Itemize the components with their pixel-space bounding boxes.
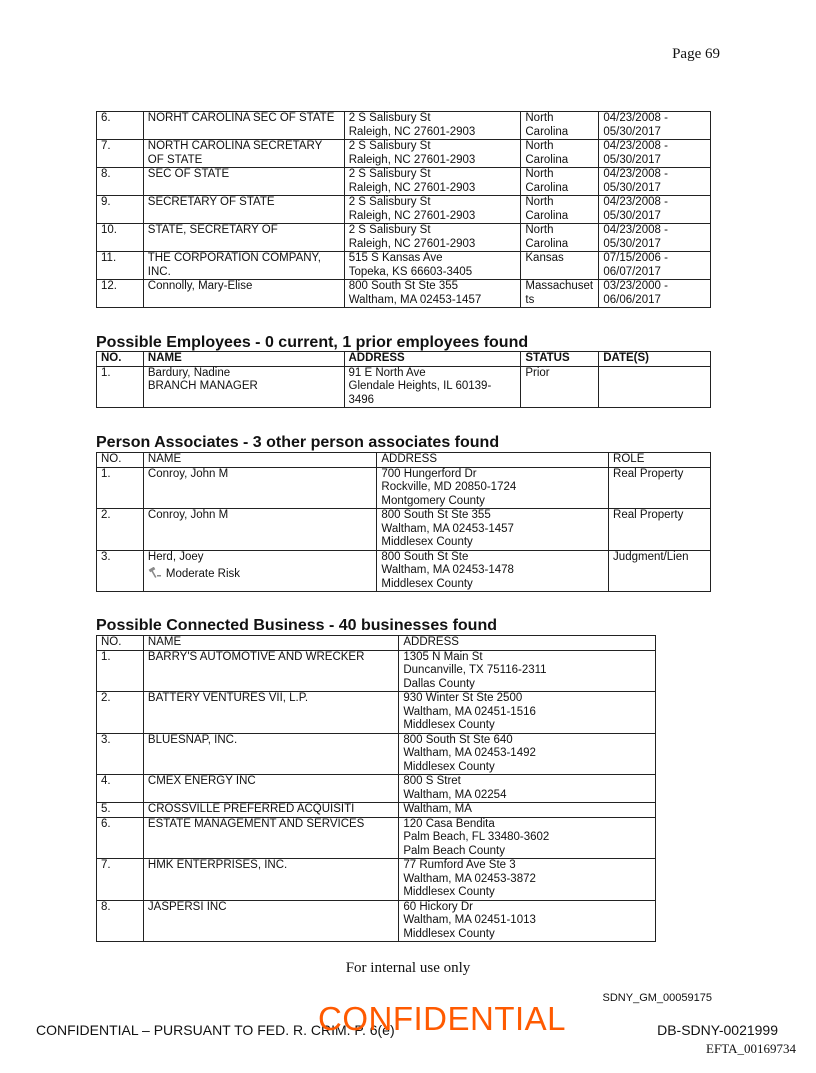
business-row — [97, 733, 656, 775]
associate-name-cell — [143, 550, 376, 592]
business-address-line: Waltham, MA 02451-1516 — [403, 705, 536, 718]
associate-name: Conroy, John M — [147, 467, 229, 480]
filing-name — [143, 196, 344, 224]
associate-address-line: Middlesex County — [381, 577, 473, 590]
filing-dates-line: 04/23/2008 - — [603, 112, 668, 124]
filing-name-line: NORTH CAROLINA SECRETARY — [147, 140, 323, 152]
associate-role: Real Property — [609, 509, 711, 551]
employee-name-line: Bardury, Nadine — [147, 366, 231, 379]
bates-number-gm: SDNY_GM_00059175 — [602, 992, 712, 1004]
filing-row — [97, 112, 711, 140]
filing-state-line: North — [525, 140, 554, 152]
filing-name-line: SEC OF STATE — [147, 168, 230, 180]
filing-dates-line: 06/07/2017 — [603, 265, 661, 278]
business-address-line: Waltham, MA 02453-1492 — [403, 747, 536, 759]
filing-name — [143, 140, 344, 168]
business-address — [399, 817, 656, 859]
business-address-line: Palm Beach County — [403, 844, 505, 857]
business-address-line: 930 Winter St Ste 2500 — [403, 692, 523, 704]
filing-state-line: Kansas — [525, 252, 564, 264]
business-address — [399, 859, 656, 901]
employee-address-line: 3496 — [348, 393, 375, 406]
business-name: JASPERSI INC — [143, 900, 398, 942]
business-address-line: 800 S Stret — [403, 775, 461, 787]
business-address — [399, 733, 656, 775]
associate-address — [377, 550, 609, 592]
filing-dates-line: 04/23/2008 - — [603, 196, 668, 208]
filing-row — [97, 224, 711, 252]
associate-address-line: 800 South St Ste — [381, 550, 469, 563]
filing-state — [521, 112, 599, 140]
risk-indicator — [148, 567, 376, 582]
row-number: 2. — [97, 509, 144, 551]
row-number: 6. — [97, 817, 144, 859]
business-name: BLUESNAP, INC. — [143, 733, 398, 775]
business-name: CROSSVILLE PREFERRED ACQUISITI — [143, 803, 398, 818]
row-number: 12. — [97, 280, 144, 308]
associate-address — [377, 467, 609, 509]
filing-address-line: Raleigh, NC 27601-2903 — [348, 181, 476, 194]
filing-name-line: STATE, SECRETARY OF — [147, 224, 278, 236]
business-name: CMEX ENERGY INC — [143, 775, 398, 803]
filing-address — [344, 280, 521, 308]
filing-address-line: 515 S Kansas Ave — [348, 252, 443, 264]
filing-state-line: ts — [525, 293, 535, 306]
business-address-line: Duncanville, TX 75116-2311 — [403, 664, 547, 676]
filing-state — [521, 280, 599, 308]
filing-state-line: Carolina — [525, 181, 569, 194]
associate-address-line: Middlesex County — [381, 536, 473, 548]
filing-address-line: 2 S Salisbury St — [348, 140, 431, 152]
filing-address-line: 800 South St Ste 355 — [348, 280, 459, 292]
filings-table — [96, 111, 711, 308]
filing-state — [521, 140, 599, 168]
confidential-stamp: CONFIDENTIAL — [318, 1000, 567, 1037]
business-address — [399, 650, 656, 692]
employee-dates — [599, 366, 711, 408]
filing-address-line: Raleigh, NC 27601-2903 — [348, 237, 476, 250]
row-number: 6. — [97, 112, 144, 140]
business-address — [399, 692, 656, 734]
filing-dates-line: 06/06/2017 — [603, 293, 661, 306]
business-row — [97, 859, 656, 901]
filing-address-line: 2 S Salisbury St — [348, 196, 431, 208]
business-address-line: Dallas County — [403, 677, 475, 690]
filing-dates — [599, 112, 711, 140]
internal-use-note: For internal use only — [345, 960, 471, 976]
employee-address — [344, 366, 521, 408]
business-name: BARRY'S AUTOMOTIVE AND WRECKER — [143, 650, 398, 692]
filing-dates-line: 05/30/2017 — [603, 237, 661, 250]
filing-name-line: SECRETARY OF STATE — [147, 196, 275, 208]
business-row — [97, 817, 656, 859]
filing-address-line: Raleigh, NC 27601-2903 — [348, 125, 476, 138]
filing-name — [143, 252, 344, 280]
row-number: 4. — [97, 775, 144, 803]
confidential-legend: CONFIDENTIAL – PURSUANT TO FED. R. CRIM. P. 6(e) — [36, 1022, 395, 1038]
associate-address-line: 800 South St Ste 355 — [381, 509, 491, 521]
associates-table — [96, 452, 711, 592]
business-address-line: Middlesex County — [403, 760, 495, 773]
employees-heading: Possible Employees - 0 current, 1 prior employees found — [96, 334, 529, 351]
employee-row — [97, 366, 711, 408]
business-address-line: Palm Beach, FL 33480-3602 — [403, 831, 550, 843]
filing-state — [521, 224, 599, 252]
row-number: 7. — [97, 140, 144, 168]
bates-number-db: DB-SDNY-0021999 — [657, 1022, 778, 1038]
filing-state — [521, 168, 599, 196]
filing-dates-line: 04/23/2008 - — [603, 224, 668, 236]
businesses-table — [96, 635, 656, 942]
associates-column-header: NO. — [97, 453, 144, 468]
associates-column-header: NAME — [143, 453, 376, 468]
associate-address-line: Rockville, MD 20850-1724 — [381, 481, 517, 493]
business-name: ESTATE MANAGEMENT AND SERVICES — [143, 817, 398, 859]
filing-state-line: North — [525, 112, 554, 124]
filing-address — [344, 168, 521, 196]
filing-dates — [599, 280, 711, 308]
associates-heading: Person Associates - 3 other person associates found — [96, 434, 500, 451]
filing-dates-line: 05/30/2017 — [603, 209, 661, 222]
businesses-heading: Possible Connected Business - 40 businesses found — [96, 617, 497, 634]
row-number: 2. — [97, 692, 144, 734]
business-address — [399, 775, 656, 803]
associate-name-cell — [143, 467, 376, 509]
risk-label: Moderate Risk — [165, 568, 241, 580]
business-address-line: Middlesex County — [403, 886, 495, 898]
business-address-line: 77 Rumford Ave Ste 3 — [403, 859, 516, 871]
associate-row — [97, 467, 711, 509]
businesses-column-header: NO. — [97, 636, 144, 651]
business-address — [399, 803, 656, 818]
business-address-line: 1305 N Main St — [403, 650, 483, 663]
filing-dates-line: 05/30/2017 — [603, 125, 661, 138]
filing-state-line: Carolina — [525, 153, 569, 166]
filing-name — [143, 224, 344, 252]
business-address-line: Waltham, MA — [403, 803, 472, 815]
filing-row — [97, 140, 711, 168]
filing-address-line: Raleigh, NC 27601-2903 — [348, 209, 476, 222]
business-address-line: 60 Hickory Dr — [403, 900, 473, 913]
business-row — [97, 900, 656, 942]
gavel-icon — [148, 567, 162, 578]
efta-number: EFTA_00169734 — [706, 1041, 796, 1056]
associates-column-header: ROLE — [609, 453, 711, 468]
associate-row — [97, 550, 711, 592]
associate-address-line: Waltham, MA 02453-1457 — [381, 522, 514, 535]
filing-name-line: THE CORPORATION COMPANY, — [147, 252, 321, 264]
filing-name-line: Connolly, Mary-Elise — [147, 280, 253, 292]
filing-row — [97, 280, 711, 308]
page-number: Page 69 — [672, 46, 720, 62]
filing-dates-line: 07/15/2006 - — [603, 252, 668, 264]
business-address-line: Waltham, MA 02254 — [403, 788, 507, 801]
row-number: 3. — [97, 550, 144, 592]
filing-name-line: OF STATE — [147, 153, 203, 166]
filing-state-line: North — [525, 168, 554, 180]
filing-name-line: INC. — [147, 265, 171, 278]
filing-address — [344, 252, 521, 280]
filing-dates-line: 05/30/2017 — [603, 153, 661, 166]
filing-address — [344, 196, 521, 224]
employee-status: Prior — [521, 366, 599, 408]
filing-address-line: 2 S Salisbury St — [348, 224, 431, 236]
filing-dates-line: 04/23/2008 - — [603, 140, 668, 152]
employees-column-header: NO. — [97, 352, 144, 367]
filing-dates-line: 04/23/2008 - — [603, 168, 668, 180]
business-address-line: 120 Casa Bendita — [403, 817, 495, 830]
business-address-line: Middlesex County — [403, 719, 495, 731]
associate-address-line: Waltham, MA 02453-1478 — [381, 564, 514, 576]
employees-column-header: ADDRESS — [344, 352, 521, 367]
row-number: 1. — [97, 467, 144, 509]
filing-address-line: Waltham, MA 02453-1457 — [348, 293, 482, 306]
business-row — [97, 803, 656, 818]
business-address-line: Middlesex County — [403, 927, 495, 940]
filing-address — [344, 112, 521, 140]
filing-dates — [599, 196, 711, 224]
employees-column-header: DATE(S) — [599, 352, 711, 367]
filing-name-line: NORHT CAROLINA SEC OF STATE — [147, 112, 335, 124]
filing-address-line: Raleigh, NC 27601-2903 — [348, 153, 476, 166]
associate-address — [377, 509, 609, 551]
row-number: 1. — [97, 366, 144, 408]
employee-name-line: BRANCH MANAGER — [147, 380, 258, 392]
filing-dates — [599, 168, 711, 196]
employees-table — [96, 351, 711, 408]
associate-address-line: Montgomery County — [381, 494, 485, 507]
filing-address-line: 2 S Salisbury St — [348, 168, 431, 180]
row-number: 8. — [97, 900, 144, 942]
row-number: 9. — [97, 196, 144, 224]
filing-state-line: Massachuset — [525, 280, 594, 292]
filing-state-line: Carolina — [525, 237, 569, 250]
associates-column-header: ADDRESS — [377, 453, 609, 468]
filing-row — [97, 196, 711, 224]
filing-address — [344, 140, 521, 168]
businesses-column-header: ADDRESS — [399, 636, 656, 651]
associate-name: Conroy, John M — [147, 509, 229, 521]
filing-dates — [599, 224, 711, 252]
row-number: 8. — [97, 168, 144, 196]
associate-name: Herd, Joey — [147, 550, 204, 563]
filing-address-line: 2 S Salisbury St — [348, 112, 431, 124]
filing-state-line: North — [525, 196, 554, 208]
associate-role: Judgment/Lien — [609, 550, 711, 592]
employee-address-line: Glendale Heights, IL 60139- — [348, 380, 492, 392]
filing-name — [143, 168, 344, 196]
associate-role: Real Property — [609, 467, 711, 509]
employee-address-line: 91 E North Ave — [348, 366, 426, 379]
filing-state-line: Carolina — [525, 125, 569, 138]
filing-row — [97, 168, 711, 196]
filing-row — [97, 252, 711, 280]
business-address-line: Waltham, MA 02453-3872 — [403, 872, 536, 885]
filing-dates — [599, 140, 711, 168]
business-row — [97, 692, 656, 734]
filing-state-line: Carolina — [525, 209, 569, 222]
row-number: 5. — [97, 803, 144, 818]
filing-name — [143, 280, 344, 308]
business-address-line: Waltham, MA 02451-1013 — [403, 914, 536, 926]
business-row — [97, 650, 656, 692]
filing-state-line: North — [525, 224, 554, 236]
employees-column-header: NAME — [143, 352, 344, 367]
filing-dates-line: 05/30/2017 — [603, 181, 661, 194]
row-number: 7. — [97, 859, 144, 901]
business-name: HMK ENTERPRISES, INC. — [143, 859, 398, 901]
business-row — [97, 775, 656, 803]
business-address-line: 800 South St Ste 640 — [403, 733, 513, 746]
row-number: 3. — [97, 733, 144, 775]
businesses-column-header: NAME — [143, 636, 398, 651]
business-address — [399, 900, 656, 942]
associate-address-line: 700 Hungerford Dr — [381, 467, 477, 480]
row-number: 10. — [97, 224, 144, 252]
associate-row — [97, 509, 711, 551]
filing-address-line: Topeka, KS 66603-3405 — [348, 265, 473, 278]
associate-name-cell — [143, 509, 376, 551]
row-number: 1. — [97, 650, 144, 692]
filing-name — [143, 112, 344, 140]
filing-dates-line: 03/23/2000 - — [603, 280, 668, 292]
business-name: BATTERY VENTURES VII, L.P. — [143, 692, 398, 734]
row-number: 11. — [97, 252, 144, 280]
filing-address — [344, 224, 521, 252]
filing-state — [521, 252, 599, 280]
filing-dates — [599, 252, 711, 280]
employee-name — [143, 366, 344, 408]
filing-state — [521, 196, 599, 224]
employees-column-header: STATUS — [521, 352, 599, 367]
